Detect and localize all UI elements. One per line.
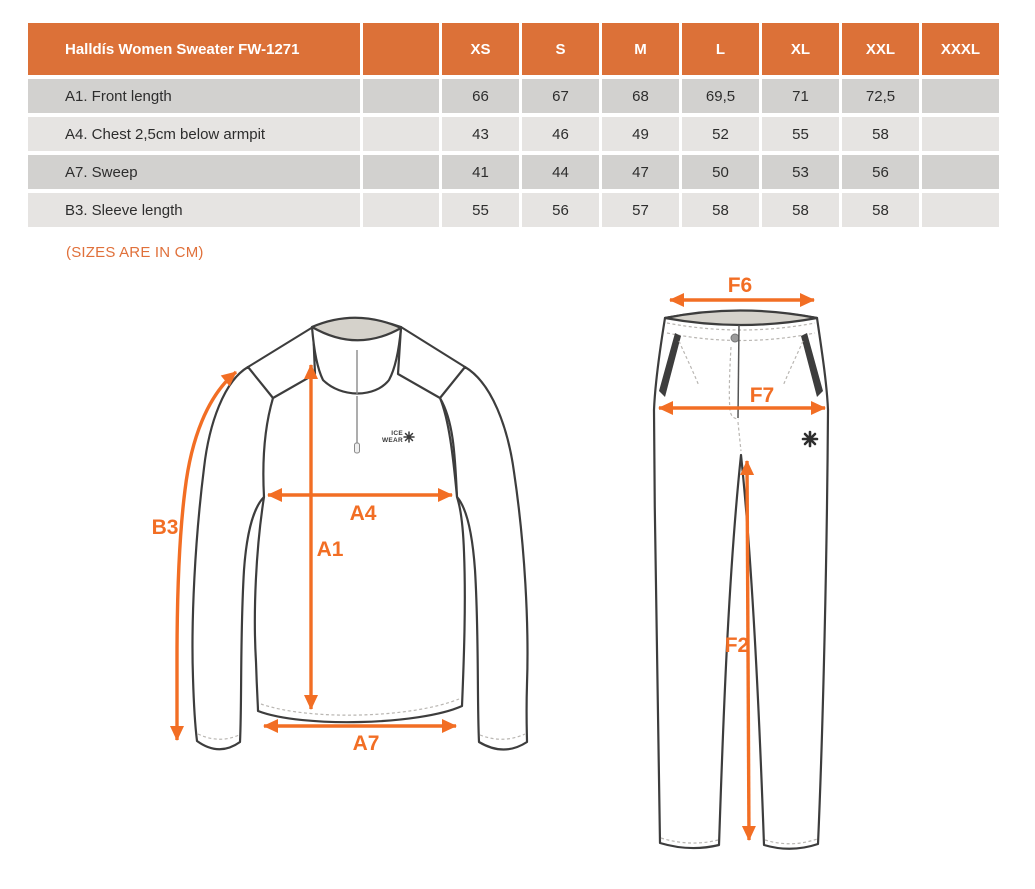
size-header-l: L [682, 23, 759, 75]
table-title: Halldís Women Sweater FW-1271 [28, 23, 360, 75]
size-header-xl: XL [762, 23, 839, 75]
waist-button [731, 334, 739, 342]
pants-drawing [654, 274, 828, 849]
row-label: B3. Sleeve length [28, 193, 360, 227]
size-header-xxl: XXL [842, 23, 919, 75]
cell-value: 58 [762, 193, 839, 227]
cell-value: 46 [522, 117, 599, 151]
size-header-xxxl: XXXL [922, 23, 999, 75]
cell-value: 56 [842, 155, 919, 189]
size-header-xs: XS [442, 23, 519, 75]
cell-value: 67 [522, 79, 599, 113]
pants-outline [654, 311, 828, 849]
cell-value: 43 [442, 117, 519, 151]
label-a4: A4 [349, 502, 377, 525]
label-f2: F2 [724, 634, 750, 657]
logo-text-top: ICE [391, 430, 403, 437]
pants-snowflake-icon [803, 432, 817, 446]
sweater-drawing [152, 318, 528, 755]
cell-value: 58 [842, 117, 919, 151]
label-a1: A1 [316, 538, 344, 561]
cell-value: 47 [602, 155, 679, 189]
cell-value: 55 [442, 193, 519, 227]
sizes-unit-note: (SIZES ARE IN CM) [66, 244, 204, 261]
right-shoulder-seam [401, 327, 465, 367]
cell-value: 57 [602, 193, 679, 227]
cell-value: 53 [762, 155, 839, 189]
cell-value: 69,5 [682, 79, 759, 113]
logo-snowflake-icon [404, 432, 414, 442]
cell-value: 58 [842, 193, 919, 227]
cell-value: 44 [522, 155, 599, 189]
cell-value: 41 [442, 155, 519, 189]
logo-text-bottom: WEAR [381, 437, 403, 444]
row-label: A1. Front length [28, 79, 360, 113]
cell-value: 72,5 [842, 79, 919, 113]
label-b3: B3 [151, 516, 179, 539]
cell-value: 68 [602, 79, 679, 113]
cell-value: 55 [762, 117, 839, 151]
cell-value: 49 [602, 117, 679, 151]
label-f6: F6 [727, 274, 753, 297]
left-shoulder-seam [248, 327, 313, 367]
cell-value: 50 [682, 155, 759, 189]
cell-value: 56 [522, 193, 599, 227]
zipper-pull [355, 443, 360, 453]
fly-center-line [738, 325, 739, 418]
cell-value: 52 [682, 117, 759, 151]
cell-value: 66 [442, 79, 519, 113]
label-a7: A7 [352, 732, 380, 755]
row-label: A7. Sweep [28, 155, 360, 189]
size-header-m: M [602, 23, 679, 75]
size-header-s: S [522, 23, 599, 75]
cell-value: 58 [682, 193, 759, 227]
row-label: A4. Chest 2,5cm below armpit [28, 117, 360, 151]
label-f7: F7 [749, 384, 775, 407]
cell-value: 71 [762, 79, 839, 113]
